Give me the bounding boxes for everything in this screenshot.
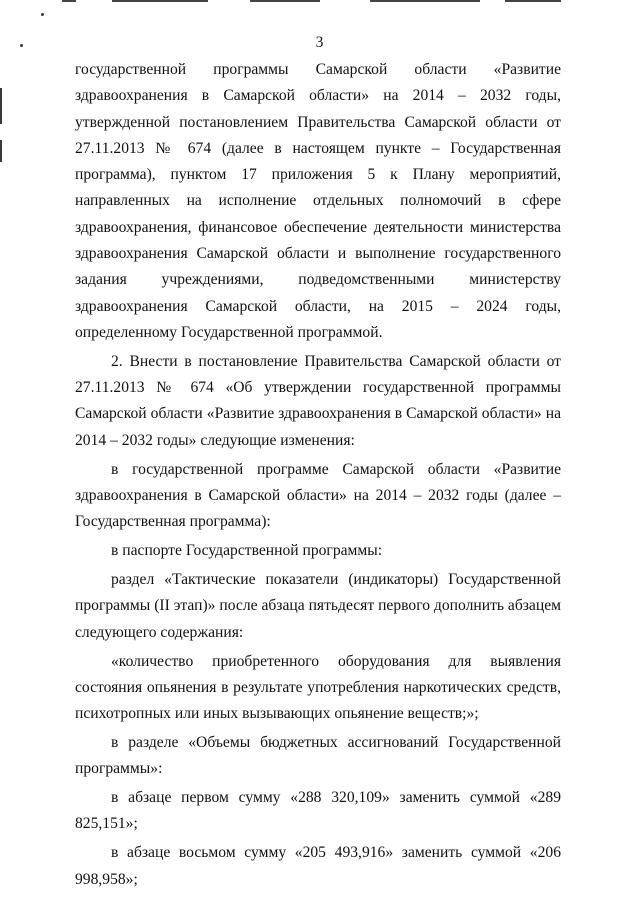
scan-artifact-dot: [41, 13, 44, 16]
paragraph: в паспорте Государственной программы:: [111, 542, 383, 560]
paragraph: в абзаце первом сумму «288 320,109» заменить суммой «289 825,151»;: [75, 789, 561, 833]
paragraph: в абзаце восьмом сумму «205 493,916» заменить суммой «206 998,958»;: [75, 844, 561, 888]
scan-artifact-edge: [0, 88, 2, 124]
scan-artifact-dash: [112, 0, 208, 2]
paragraph: в государственной программе Самарской области «Развитие здравоохранения в Самарской области» на 2014 – 2032 годы (далее – Государственная программа):: [75, 460, 561, 531]
document-body: [75, 57, 561, 893]
paragraph: государственной программы Самарской области «Развитие здравоохранения в Самарской области» на 2014 – 2032 годы, утвержденной постановлением Правительства Самарской области от 27.11.2013 № 674 (далее в настоящем пункте – Государственная программа), пунктом 17 приложения 5 к Плану мероприятий, направленных на исполнение отдельных полномочий в сфере здравоохранения, финансовое обеспечение деятельности министерства здравоохранения Самарской области и выполнение государственного задания учреждениями, подведомственными министерству здравоохранения Самарской области, на 2015 – 2024 годы, определенному Государственной программой.: [75, 61, 561, 341]
scan-artifact-dash: [250, 0, 320, 2]
scan-artifact-edge: [0, 140, 2, 162]
paragraph: раздел «Тактические показатели (индикаторы) Государственной программы (II этап)» после абзаца пятьдесят первого дополнить абзацем следующего содержания:: [75, 571, 561, 641]
paragraph: в разделе «Объемы бюджетных ассигнований Государственной программы»:: [75, 733, 561, 778]
scan-artifact-dash: [505, 0, 561, 2]
paragraph: «количество приобретенного оборудования для выявления состояния опьянения в результате употребления наркотических средств, психотропных или иных вызывающих опьянение веществ;»;: [75, 652, 561, 723]
paragraph: 2. Внести в постановление Правительства Самарской области от 27.11.2013 № 674 «Об утверждении государственной программы Самарской области «Развитие здравоохранения в Самарской области» на 2014 – 2032 годы» следующие изменения:: [75, 352, 561, 449]
scan-artifact-dash: [62, 0, 76, 2]
scan-artifact-dash: [370, 0, 480, 2]
page-number: 3: [315, 34, 324, 51]
